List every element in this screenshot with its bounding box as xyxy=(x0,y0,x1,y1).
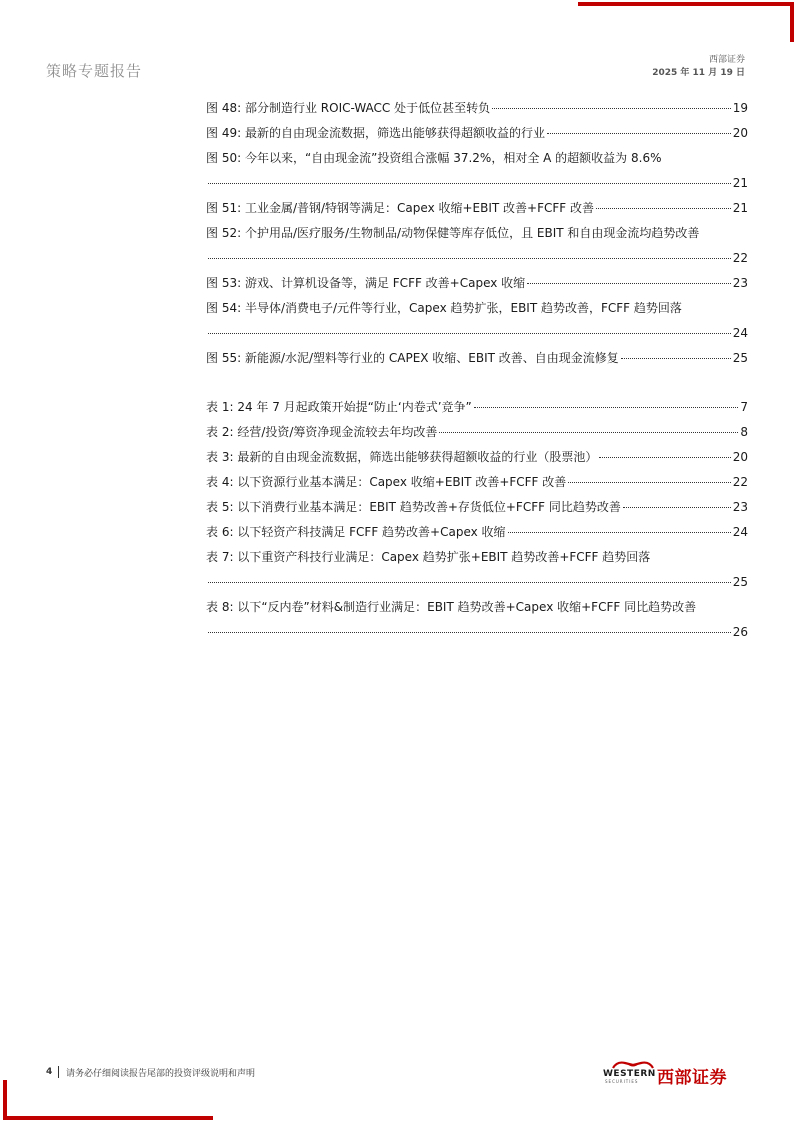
logo-english: WESTERN xyxy=(603,1069,656,1079)
toc-entry-text xyxy=(206,520,506,545)
toc-entry-label: 图 49: xyxy=(206,126,242,140)
toc-line-continued xyxy=(206,570,748,595)
toc-page-number: 25 xyxy=(732,575,748,589)
toc-line xyxy=(206,520,748,545)
footer-separator xyxy=(58,1066,59,1078)
toc-entry[interactable] xyxy=(206,196,748,221)
toc-entry[interactable] xyxy=(206,296,748,346)
toc-page-number: 23 xyxy=(732,500,748,514)
toc-entry-text xyxy=(206,271,525,296)
toc-entry-label: 图 55: xyxy=(206,351,242,365)
corner-accent-top-horizontal xyxy=(578,2,794,6)
toc-entry[interactable] xyxy=(206,395,748,420)
toc-entry[interactable] xyxy=(206,271,748,296)
toc-entry-text xyxy=(206,445,597,470)
dot-leader xyxy=(621,357,731,359)
dot-leader xyxy=(208,631,731,633)
toc-page-number: 23 xyxy=(732,276,748,290)
toc-entry-title: 个护用品/医疗服务/生物制品/动物保健等库存低位，且 EBIT 和自由现金流均趋势改善 xyxy=(244,226,700,240)
toc-page-number: 8 xyxy=(740,425,748,439)
toc-entry-title: 24 年 7 月起政策开始提“防止‘内卷式’竞争” xyxy=(237,400,472,414)
toc-entry-label: 图 52: xyxy=(206,226,242,240)
dot-leader xyxy=(208,581,731,583)
toc-entry[interactable] xyxy=(206,470,748,495)
toc-line xyxy=(206,271,748,296)
toc-entry-label: 表 7: xyxy=(206,550,234,564)
toc-entry-label: 表 5: xyxy=(206,500,234,514)
logo-chinese: 西部证券 xyxy=(657,1068,727,1088)
footer-disclaimer: 请务必仔细阅读报告尾部的投资评级说明和声明 xyxy=(66,1069,256,1079)
toc-line-continued xyxy=(206,246,748,271)
toc-entry-text xyxy=(206,121,545,146)
toc-page-number: 21 xyxy=(732,176,748,190)
toc-entry[interactable] xyxy=(206,96,748,121)
toc-entry[interactable] xyxy=(206,146,748,196)
tables-list xyxy=(206,395,748,645)
toc-line xyxy=(206,121,748,146)
toc-entry-text xyxy=(206,420,437,445)
toc-entry-label: 图 51: xyxy=(206,201,242,215)
toc-entry-title: 以下轻资产科技满足 FCFF 趋势改善+Capex 收缩 xyxy=(237,525,506,539)
corner-accent-top-vertical xyxy=(790,2,794,42)
toc-entry-label: 表 8: xyxy=(206,600,234,614)
dot-leader xyxy=(474,406,739,408)
dot-leader xyxy=(568,481,730,483)
toc-line-continued xyxy=(206,171,748,196)
toc-entry-text xyxy=(206,495,621,520)
toc-entry-label: 表 3: xyxy=(206,450,234,464)
toc-line xyxy=(206,221,748,246)
toc-page-number: 20 xyxy=(732,126,748,140)
toc-entry-title: 半导体/消费电子/元件等行业，Capex 趋势扩张，EBIT 趋势改善，FCFF 趋势回落 xyxy=(244,301,682,315)
header-right xyxy=(652,54,745,80)
toc-page-number: 22 xyxy=(732,475,748,489)
toc-line xyxy=(206,146,748,171)
toc-entry-title: 经营/投资/筹资净现金流较去年均改善 xyxy=(237,425,438,439)
toc-entry-label: 表 2: xyxy=(206,425,234,439)
toc-entry-title: 以下重资产科技行业满足：Capex 趋势扩张+EBIT 趋势改善+FCFF 趋势回落 xyxy=(237,550,651,564)
toc-entry-text xyxy=(206,296,682,321)
toc-entry[interactable] xyxy=(206,595,748,645)
toc-entry-label: 表 1: xyxy=(206,400,234,414)
toc-entry-text xyxy=(206,146,661,171)
toc-entry-title: 以下“反内卷”材料&制造行业满足：EBIT 趋势改善+Capex 收缩+FCFF 同比趋势改善 xyxy=(237,600,697,614)
toc-entry-text xyxy=(206,595,696,620)
toc-page-number: 26 xyxy=(732,625,748,639)
toc-entry-text xyxy=(206,395,472,420)
toc-page-number: 22 xyxy=(732,251,748,265)
toc-line xyxy=(206,196,748,221)
table-of-contents xyxy=(206,96,748,645)
dot-leader xyxy=(599,456,730,458)
company-name-small: 西部证券 xyxy=(708,55,745,65)
dot-leader xyxy=(547,132,731,134)
toc-entry-title: 最新的自由现金流数据，筛选出能够获得超额收益的行业 xyxy=(244,126,545,140)
toc-entry-text xyxy=(206,346,619,371)
toc-line xyxy=(206,420,748,445)
toc-entry[interactable] xyxy=(206,121,748,146)
toc-entry-title: 部分制造行业 ROIC-WACC 处于低位甚至转负 xyxy=(244,101,491,115)
dot-leader xyxy=(208,257,731,259)
dot-leader xyxy=(596,207,731,209)
dot-leader xyxy=(208,182,731,184)
toc-entry-text xyxy=(206,96,490,121)
toc-entry-title: 工业金属/普钢/特钢等满足：Capex 收缩+EBIT 改善+FCFF 改善 xyxy=(244,201,595,215)
toc-line xyxy=(206,346,748,371)
toc-line xyxy=(206,495,748,520)
toc-line-continued xyxy=(206,321,748,346)
toc-entry-text xyxy=(206,470,566,495)
toc-page-number: 25 xyxy=(732,351,748,365)
toc-line-continued xyxy=(206,620,748,645)
corner-accent-bottom-vertical xyxy=(3,1080,7,1120)
corner-accent-bottom-horizontal xyxy=(3,1116,213,1120)
toc-page-number: 21 xyxy=(732,201,748,215)
toc-entry-title: 新能源/水泥/塑料等行业的 CAPEX 收缩、EBIT 改善、自由现金流修复 xyxy=(244,351,619,365)
company-logo xyxy=(603,1060,749,1088)
toc-entry-label: 图 50: xyxy=(206,151,242,165)
figures-list xyxy=(206,96,748,371)
page-number: 4 xyxy=(46,1067,53,1077)
toc-entry[interactable] xyxy=(206,445,748,470)
toc-line xyxy=(206,96,748,121)
toc-entry-text xyxy=(206,221,699,246)
toc-entry-text xyxy=(206,196,594,221)
toc-page-number: 24 xyxy=(732,326,748,340)
report-title: 策略专题报告 xyxy=(46,62,143,80)
toc-entry-label: 图 48: xyxy=(206,101,242,115)
toc-page-number: 20 xyxy=(732,450,748,464)
toc-page-number: 19 xyxy=(732,101,748,115)
report-date: 2025 年 11 月 19 日 xyxy=(652,68,745,78)
toc-entry-label: 图 54: xyxy=(206,301,242,315)
toc-entry[interactable] xyxy=(206,545,748,595)
toc-line xyxy=(206,545,748,570)
toc-line xyxy=(206,395,748,420)
toc-line xyxy=(206,470,748,495)
dot-leader xyxy=(527,282,731,284)
toc-line xyxy=(206,595,748,620)
logo-english-sub: SECURITIES xyxy=(605,1079,639,1084)
toc-entry[interactable] xyxy=(206,221,748,271)
dot-leader xyxy=(623,506,731,508)
toc-entry-label: 表 4: xyxy=(206,475,234,489)
toc-entry[interactable] xyxy=(206,495,748,520)
toc-entry-text xyxy=(206,545,650,570)
toc-entry[interactable] xyxy=(206,520,748,545)
toc-entry-label: 表 6: xyxy=(206,525,234,539)
dot-leader xyxy=(208,332,731,334)
toc-entry-title: 今年以来，“自由现金流”投资组合涨幅 37.2%，相对全 A 的超额收益为 8.6% xyxy=(244,151,662,165)
dot-leader xyxy=(508,531,731,533)
toc-entry-label: 图 53: xyxy=(206,276,242,290)
toc-line xyxy=(206,445,748,470)
toc-entry-title: 游戏、计算机设备等，满足 FCFF 改善+Capex 收缩 xyxy=(244,276,526,290)
dot-leader xyxy=(492,107,731,109)
toc-line xyxy=(206,296,748,321)
toc-entry[interactable] xyxy=(206,420,748,445)
toc-page-number: 7 xyxy=(740,400,748,414)
toc-page-number: 24 xyxy=(732,525,748,539)
toc-entry-title: 以下消费行业基本满足：EBIT 趋势改善+存货低位+FCFF 同比趋势改善 xyxy=(237,500,621,514)
toc-entry[interactable] xyxy=(206,346,748,371)
toc-entry-title: 最新的自由现金流数据，筛选出能够获得超额收益的行业（股票池） xyxy=(237,450,598,464)
dot-leader xyxy=(439,431,738,433)
toc-entry-title: 以下资源行业基本满足：Capex 收缩+EBIT 改善+FCFF 改善 xyxy=(237,475,567,489)
